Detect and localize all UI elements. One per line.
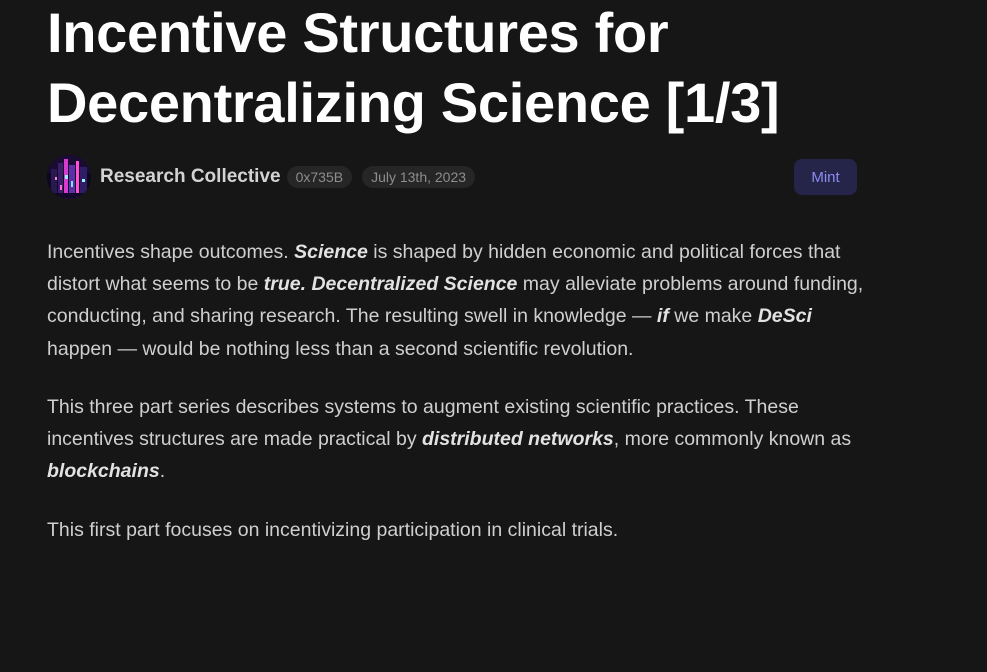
- text-run: Incentives shape outcomes.: [47, 241, 295, 263]
- text-run: .: [159, 460, 166, 483]
- emphasis-decentralized-science: true. Decentralized Science: [263, 273, 518, 296]
- emphasis-if: if: [656, 305, 669, 328]
- wallet-address-badge[interactable]: 0x735B: [287, 166, 352, 188]
- text-run: happen — would be nothing less than a second scientific revolution.: [47, 337, 634, 360]
- paragraph-series: [47, 391, 867, 488]
- author-name[interactable]: Research Collective: [100, 166, 281, 187]
- text-run: is shaped by hidden economic and political forces that distort what seems to be: [47, 241, 841, 296]
- text-run: we make: [668, 305, 758, 328]
- publish-date-badge: July 13th, 2023: [362, 166, 475, 188]
- article-body: [47, 236, 867, 547]
- avatar[interactable]: [47, 155, 91, 199]
- emphasis-desci: DeSci: [757, 305, 812, 328]
- author-meta-row: [47, 154, 857, 200]
- neon-city-avatar-icon: [47, 155, 91, 199]
- text-run: This first part focuses on incentivizing participation in clinical trials.: [47, 519, 619, 542]
- paragraph-intro: [47, 236, 867, 365]
- emphasis-blockchains: blockchains: [47, 460, 160, 483]
- text-run: , more commonly known as: [613, 428, 852, 451]
- text-run: may alleviate problems around funding, conducting, and sharing research. The resulting swell in knowledge —: [47, 273, 864, 328]
- article-title: [47, 0, 927, 138]
- text-run: This three part series describes systems to augment existing scientific practices. These incentives structures are made practical by: [47, 395, 799, 451]
- article-title-line-2: Decentralizing Science [1/3]: [47, 71, 780, 134]
- article-title-line-1: Incentive Structures for: [47, 1, 669, 64]
- emphasis-distributed-networks: distributed networks: [422, 428, 614, 451]
- emphasis-science: Science: [294, 241, 368, 263]
- mint-button[interactable]: Mint: [794, 159, 857, 195]
- paragraph-focus: [47, 514, 867, 546]
